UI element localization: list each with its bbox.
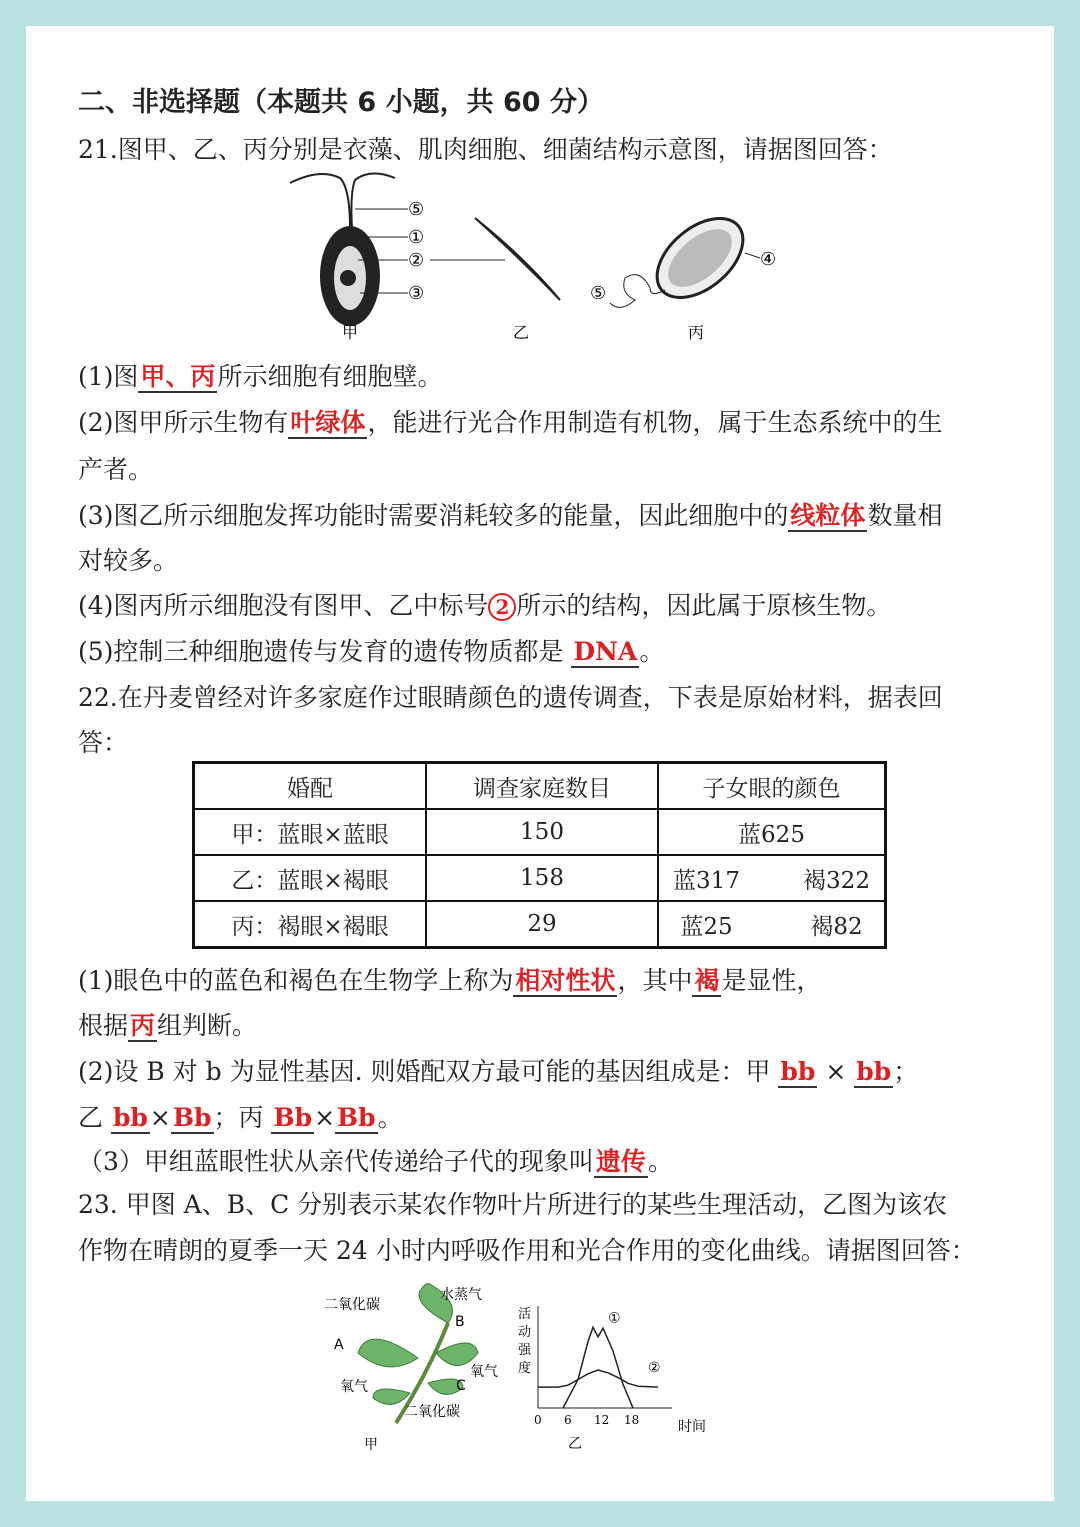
q23-stem-cont: 作物在晴朗的夏季一天 24 小时内呼吸作用和光合作用的变化曲线。请据图回答： [78,1236,976,1265]
label-1: ① [408,227,425,248]
leaf-figure [318,1283,518,1458]
series-label-1: ① [608,1310,621,1327]
q21-stem: 21.图甲、乙、丙分别是衣藻、肌肉细胞、细菌结构示意图，请据图回答： [78,135,893,164]
series-label-2: ② [648,1359,661,1376]
q22-p1: (1)眼色中的蓝色和褐色在生物学上称为相对性状，其中褐是显性， [78,966,822,995]
label-yi: 乙 [513,323,530,342]
q21-p4: (4)图丙所示细胞没有图甲、乙中标号 2 所示的结构，因此属于原核生物。 [78,591,892,620]
activity-chart [512,1298,712,1458]
label-o2-b: 氧气 [470,1364,498,1380]
table-row: 丙：褐眼×褐眼 29 蓝25 褐82 [194,901,886,948]
q21-p5: (5)控制三种细胞遗传与发育的遗传物质都是 DNA。 [78,637,665,666]
q22-p1-cont: 根据丙组判断。 [78,1011,258,1040]
q23-stem: 23. 甲图 A、B、C 分别表示某农作物叶片所进行的某些生理活动，乙图为该农 [78,1190,948,1219]
y-axis-label-char: 活 [518,1307,532,1322]
table-row: 甲：蓝眼×蓝眼 150 蓝625 [194,809,886,855]
label-co2-a: 二氧化碳 [324,1297,380,1313]
label-jia: 甲 [342,323,359,342]
y-axis-label-char: 强 [518,1343,532,1358]
q21-p1: (1)图甲、丙所示细胞有细胞壁。 [78,362,443,391]
label-2: ② [408,250,425,271]
label-b: B [455,1314,465,1330]
muscle-cell-figure [430,218,560,300]
table-row: 乙：蓝眼×褐眼 158 蓝317 褐322 [194,855,886,901]
label-bing: 丙 [688,323,705,342]
q22-p3: （3）甲组蓝眼性状从亲代传递给子代的现象叫遗传。 [78,1147,673,1176]
x-tick-label: 0 [534,1413,542,1427]
y-axis-label-char: 度 [518,1361,532,1376]
q22-p2b: 乙 bb×Bb；丙 Bb×Bb。 [78,1103,403,1132]
label-co2-b: 二氧化碳 [404,1404,460,1420]
label-5b: ⑤ [590,283,607,304]
label-water-vapor: 水蒸气 [440,1287,482,1303]
series-line-2 [538,1370,658,1387]
eye-color-table [192,761,887,949]
label-c: C [456,1378,466,1394]
section-title: 二、非选择题（本题共 6 小题，共 60 分） [78,87,604,118]
x-tick-label: 12 [594,1413,610,1427]
x-tick-label: 18 [624,1413,640,1427]
q21-p3: (3)图乙所示细胞发挥功能时需要消耗较多的能量，因此细胞中的线粒体数量相 [78,501,943,530]
label-o2-a: 氧气 [340,1379,368,1395]
chart-caption: 乙 [568,1436,582,1452]
label-3: ③ [408,283,425,304]
q22-p2: (2)设 B 对 b 为显性基因. 则婚配双方最可能的基因组成是：甲 bb × bb； [78,1057,919,1086]
bacterium-figure [610,203,760,313]
q21-p2: (2)图甲所示生物有叶绿体，能进行光合作用制造有机物，属于生态系统中的生 [78,408,943,437]
label-4: ④ [760,249,777,270]
table-header: 婚配 调查家庭数目 子女眼的颜色 [194,763,886,810]
chlamydomonas-figure [290,173,408,326]
label-5: ⑤ [408,199,425,220]
y-axis-label-char: 动 [518,1325,532,1340]
y-axis-label [518,1307,532,1376]
q22-stem-cont: 答： [78,728,129,757]
q21-figure [280,168,800,348]
q22-stem: 22.在丹麦曾经对许多家庭作过眼睛颜色的遗传调查，下表是原始材料，据表回 [78,683,943,712]
q21-p3-cont: 对较多。 [78,546,179,575]
series-line-1 [563,1327,633,1408]
q21-p2-cont: 产者。 [78,455,154,484]
label-jia-figure: 甲 [364,1437,378,1453]
label-a: A [334,1337,344,1353]
x-axis-label: 时间 [678,1419,706,1435]
x-tick-label: 6 [564,1413,572,1427]
answer-circle-2: 2 [488,593,516,621]
